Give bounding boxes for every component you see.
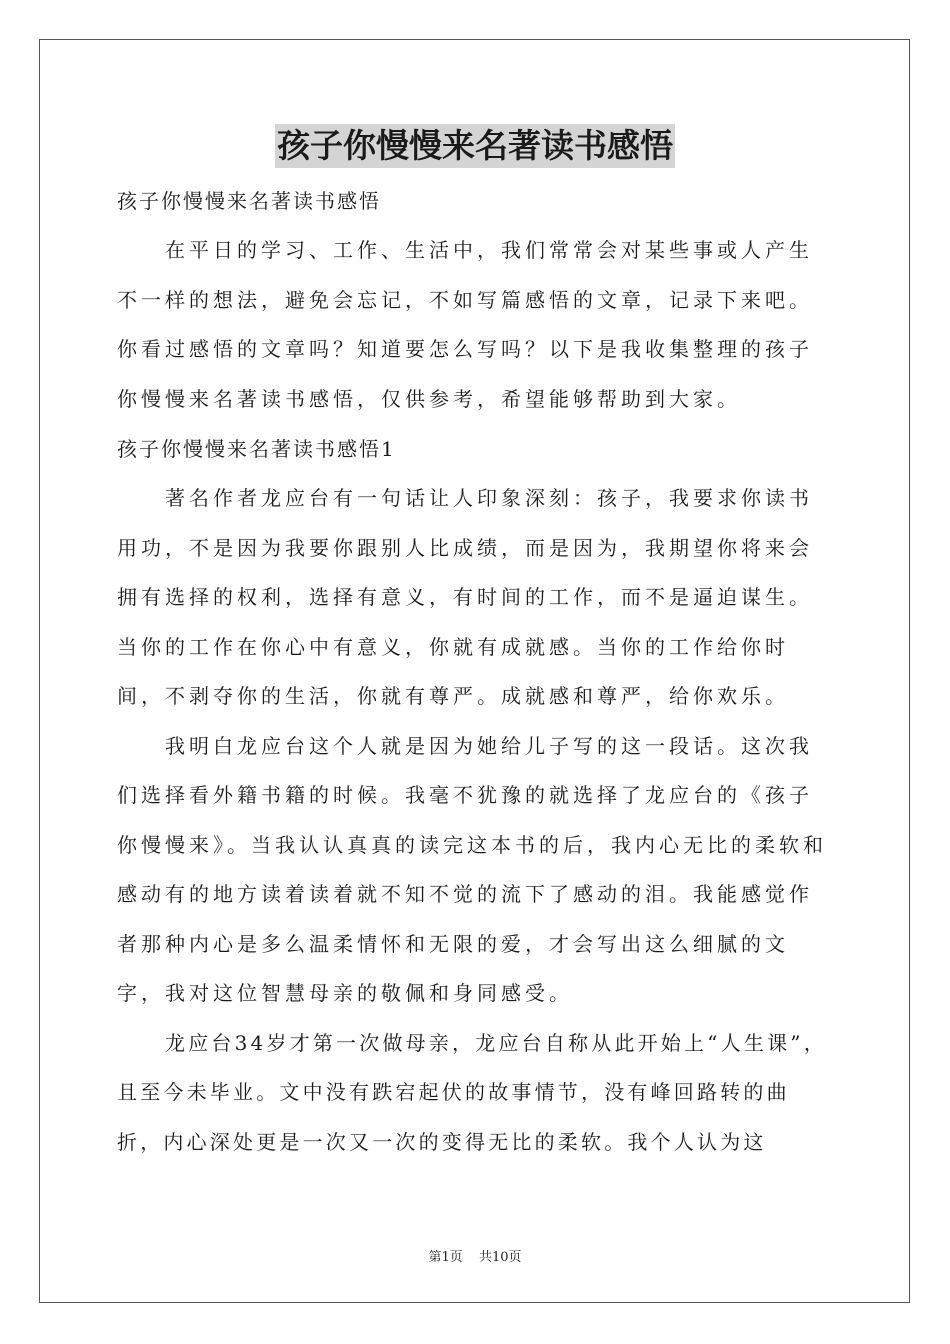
body-paragraph-2: 我明白龙应台这个人就是因为她给儿子写的这一段话。这次我们选择看外籍书籍的时候。我毫不犹豫的就选择了龙应台的《孩子你慢慢来》。当我认认真真的读完这本书的后，我内心无比的柔软和感动有的地方读着读着就不知不觉的流下了感动的泪。我能感觉作者那种内心是多么温柔情怀和无限的爱，才会写出这么细腻的文字，我对这位智慧母亲的敬佩和身同感受。 [117,733,827,1005]
body-paragraph-1: 著名作者龙应台有一句话让人印象深刻：孩子，我要求你读书用功，不是因为我要你跟别人比成绩，而是因为，我期望你将来会拥有选择的权利，选择有意义，有时间的工作，而不是逼迫谋生。当你的工作在你心中有意义，你就有成就感。当你的工作给你时间，不剥夺你的生活，你就有尊严。成就感和尊严，给你欢乐。 [117,486,813,708]
page-total: 共10页 [478,1250,522,1265]
document-title: 孩子你慢慢来名著读书感悟 [275,124,675,168]
body-paragraph-3: 龙应台34岁才第一次做母亲，龙应台自称从此开始上“人生课”，且至今未毕业。文中没有跌宕起伏的故事情节，没有峰回路转的曲折，内心深处更是一次又一次的变得无比的柔软。我个人认为这 [117,1030,827,1154]
document-subtitle: 孩子你慢慢来名著读书感悟 [117,189,381,213]
page-number: 第1页 [428,1250,463,1265]
document-body [117,176,835,1167]
page-footer [0,1246,950,1265]
section-heading: 孩子你慢慢来名著读书感悟1 [117,437,396,461]
title-container [0,124,950,168]
intro-paragraph: 在平日的学习、工作、生活中，我们常常会对某些事或人产生不一样的想法，避免会忘记，不如写篇感悟的文章，记录下来吧。你看过感悟的文章吗？知道要怎么写吗？以下是我收集整理的孩子你慢慢来名著读书感悟，仅供参考，希望能够帮助到大家。 [117,238,813,411]
